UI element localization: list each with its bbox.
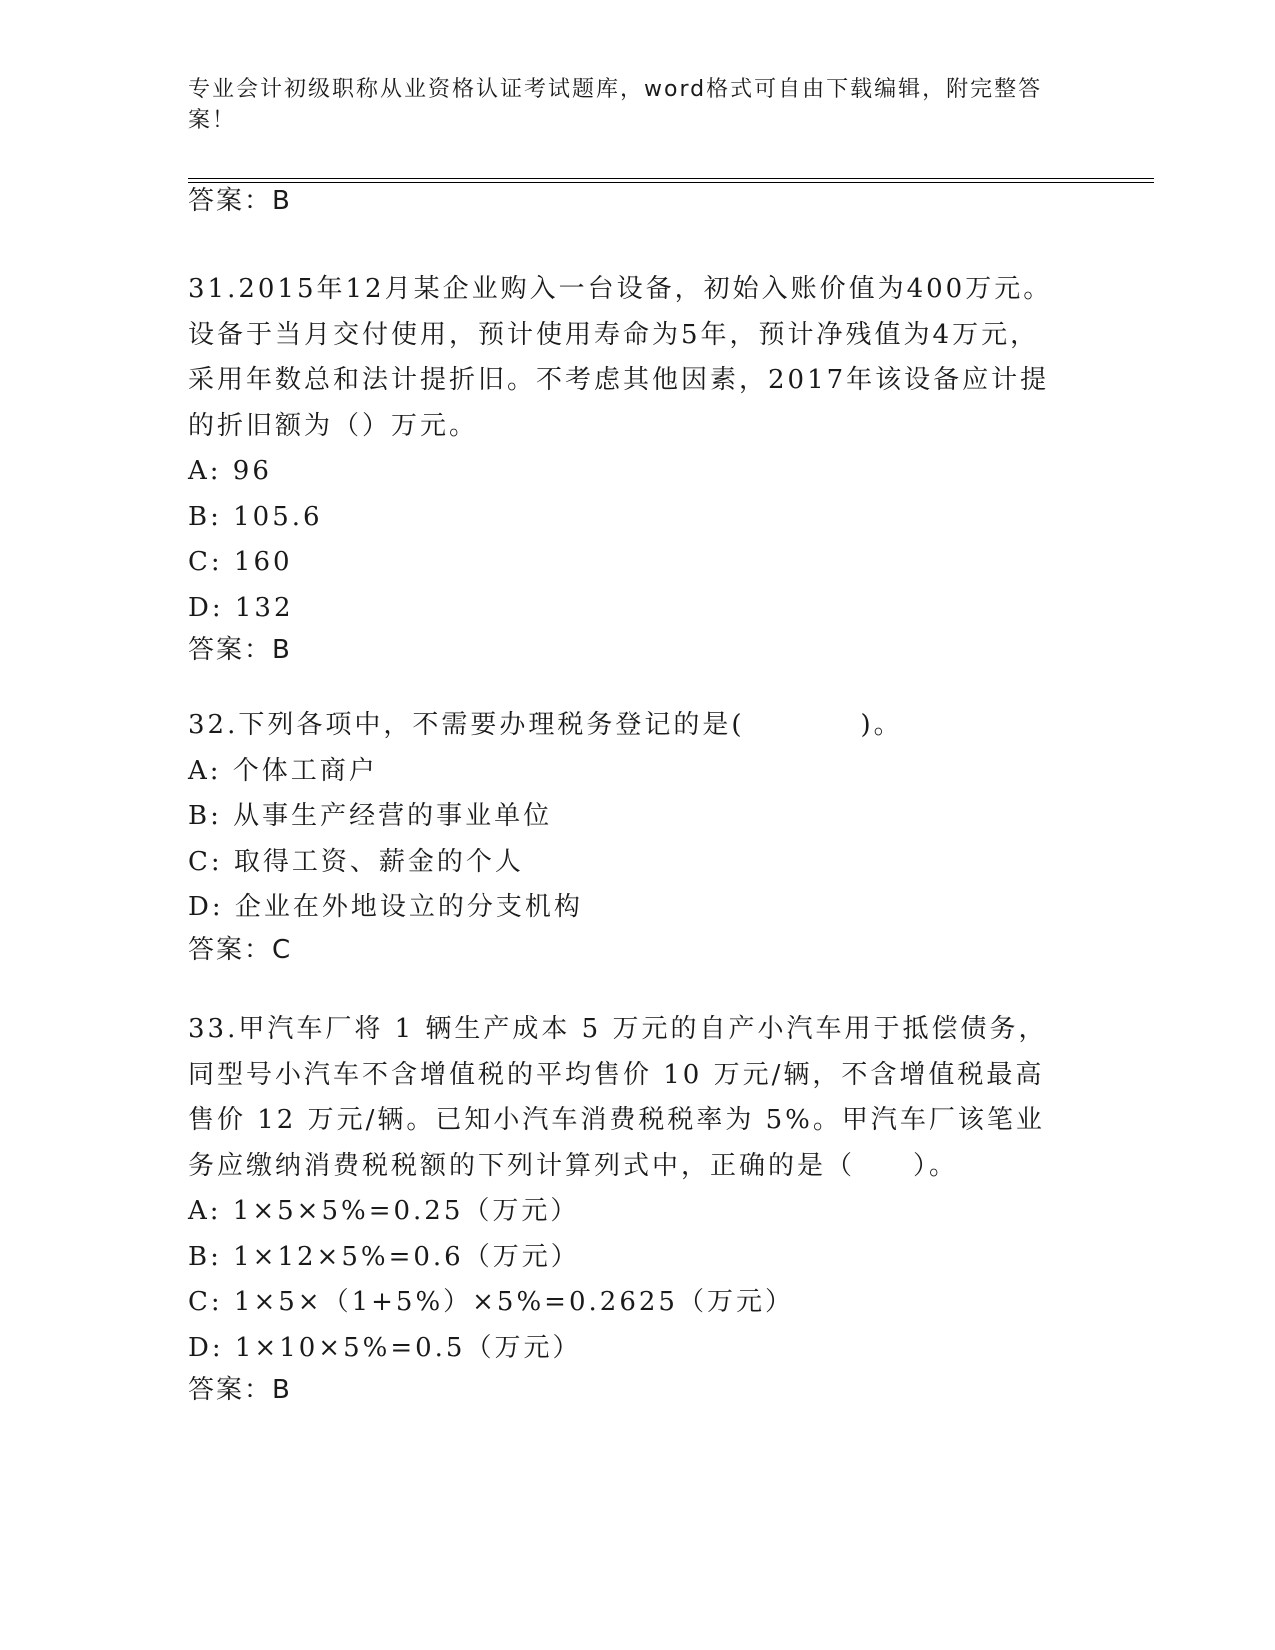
option-b: B: 105.6 (188, 501, 323, 532)
option-c: C: 1×5×（1+5%）×5%=0.2625（万元） (188, 1287, 794, 1317)
option-a: A: 96 (188, 456, 272, 486)
header-rule-top (188, 178, 1154, 179)
option-a: A: 个体工商户 (188, 755, 378, 786)
option-d: D: 企业在外地设立的分支机构 (188, 892, 583, 922)
page-header: 专业会计初级职称从业资格认证考试题库，word格式可自由下载编辑，附完整答案！ (188, 77, 1043, 133)
answer-line: 答案：C (188, 934, 293, 965)
question-32 (188, 703, 1068, 967)
question-stem: 32.下列各项中，不需要办理税务登记的是( )。 (188, 710, 903, 740)
option-d: D: 1×10×5%=0.5（万元） (188, 1332, 582, 1363)
answer-line-prev: 答案：B (188, 186, 292, 216)
option-b: B: 从事生产经营的事业单位 (188, 801, 553, 831)
question-33 (188, 1007, 1068, 1407)
option-a: A: 1×5×5%=0.25（万元） (188, 1196, 580, 1226)
question-stem: 33.甲汽车厂将 1 辆生产成本 5 万元的自产小汽车用于抵偿债务，同型号小汽车不含增值税的平均售价 10 万元/辆，不含增值税最高售价 12 万元/辆。已知小汽车消费税税率为 5%。甲汽车厂该笔业务应缴纳消费税税额的下列计算列式中，正确的是（ ）。 (188, 1014, 1048, 1181)
option-c: C: 160 (188, 547, 293, 577)
option-c: C: 取得工资、薪金的个人 (188, 846, 524, 877)
question-stem: 31.2015年12月某企业购入一台设备，初始入账价值为400万元。设备于当月交付使用，预计使用寿命为5年，预计净残值为4万元，采用年数总和法计提折旧。不考虑其他因素，2017年该设备应计提的折旧额为（）万元。 (188, 274, 1053, 441)
header-rule-bottom (188, 182, 1154, 183)
option-d: D: 132 (188, 592, 294, 623)
option-b: B: 1×12×5%=0.6（万元） (188, 1241, 580, 1272)
answer-line: 答案：B (188, 1375, 292, 1405)
answer-line: 答案：B (188, 635, 292, 665)
question-31 (188, 267, 1068, 667)
